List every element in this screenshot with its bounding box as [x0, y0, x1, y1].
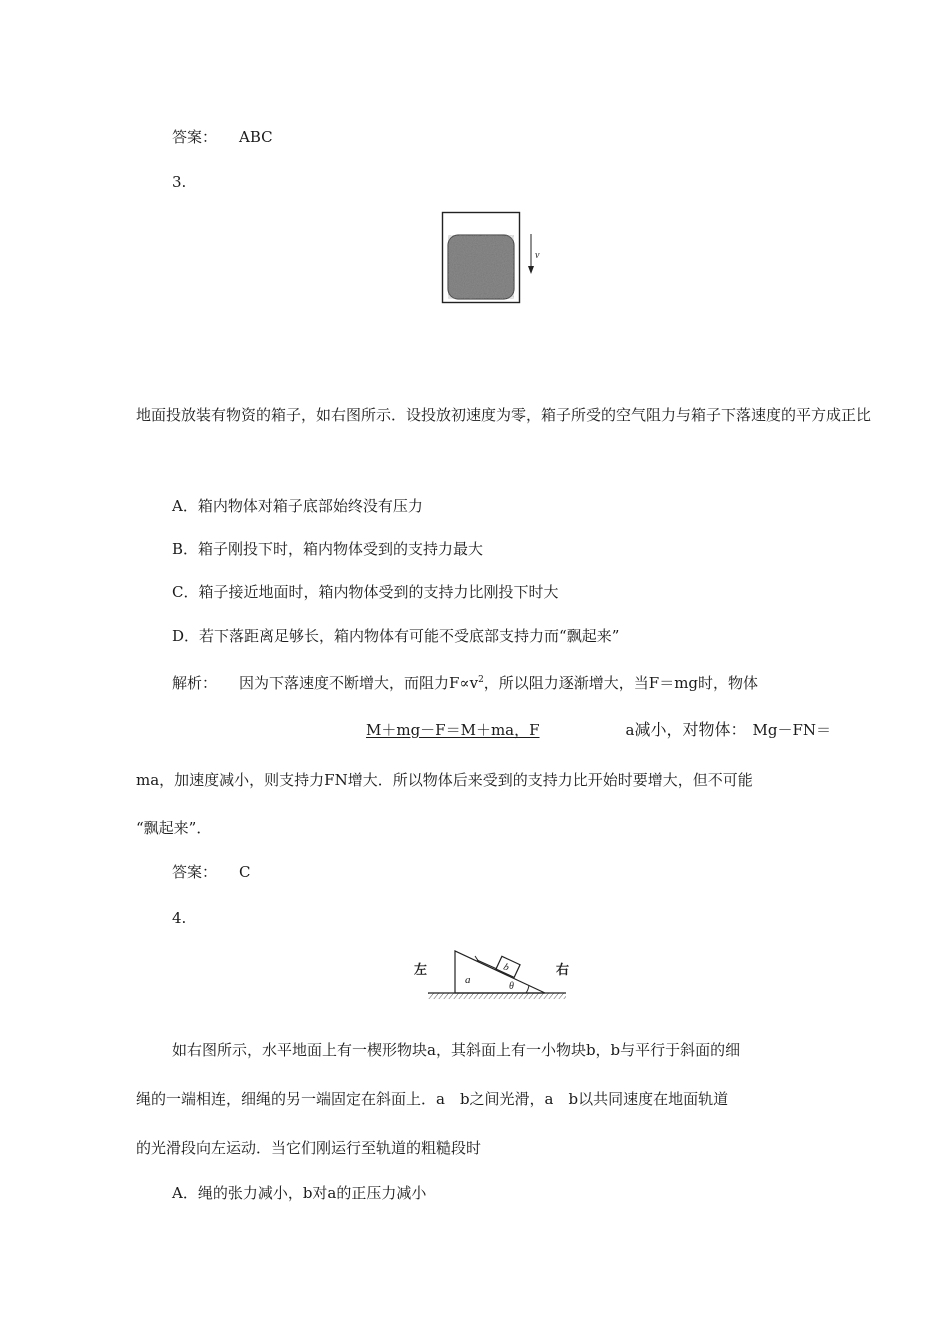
answer-line — [172, 862, 251, 882]
option-a: A．绳的张力减小，b对a的正压力减小 — [172, 1184, 427, 1202]
falling-box-figure — [440, 210, 550, 306]
wedge-a — [455, 951, 545, 993]
answer-label: 答案： — [172, 863, 218, 881]
answer-value: C — [239, 863, 251, 881]
angle-label: θ — [509, 981, 514, 992]
option-a: A．箱内物体对箱子底部始终没有压力 — [172, 497, 423, 515]
block-label: b — [501, 961, 511, 974]
ground-hatching — [428, 993, 566, 999]
analysis-line-2: M＋mg－F＝M＋ma，F a减小，对物体： Mg－FN＝ — [366, 720, 831, 739]
option-b: B．箱子刚投下时，箱内物体受到的支持力最大 — [172, 540, 484, 558]
wedge-label: a — [465, 974, 471, 986]
answer-label: 答案： — [172, 128, 218, 146]
wedge-figure — [408, 946, 572, 1002]
analysis-line-3: ma，加速度减小，则支持力FN增大．所以物体后来受到的支持力比开始时要增大，但不可能 — [136, 771, 753, 789]
question-stem-line-3: 的光滑段向左运动．当它们刚运行至轨道的粗糙段时 — [136, 1139, 482, 1157]
question-stem: 地面投放装有物资的箱子，如右图所示．设投放初速度为零，箱子所受的空气阻力与箱子下落速度的平方成正比 — [136, 406, 872, 424]
option-d: D．若下落距离足够长，箱内物体有可能不受底部支持力而“飘起来” — [172, 627, 620, 645]
question-number: 4. — [172, 909, 187, 927]
angle-arc — [526, 985, 529, 993]
question-stem-line-2: 绳的一端相连，细绳的另一端固定在斜面上．a b之间光滑，a b以共同速度在地面轨道 — [136, 1090, 729, 1108]
velocity-label: v — [535, 250, 540, 261]
analysis-line-1: 解析： 因为下落速度不断增大，而阻力$F\propto v^2$，所以阻力逐渐增大，当F＝mg时，物体 — [172, 674, 759, 692]
question-number: 3. — [172, 173, 187, 191]
superscript: 2 — [478, 675, 484, 685]
option-c: C．箱子接近地面时，箱内物体受到的支持力比刚投下时大 — [172, 583, 559, 601]
left-label: 左 — [414, 963, 428, 978]
answer-value: ABC — [239, 128, 273, 146]
analysis-label: 解析： — [172, 674, 218, 692]
analysis-line-4: “飘起来”． — [136, 819, 212, 837]
right-label: 右 — [556, 963, 570, 978]
question-stem-line-1: 如右图所示，水平地面上有一楔形物块a，其斜面上有一小物块b，b与平行于斜面的细 — [172, 1041, 741, 1059]
answer-line — [172, 127, 273, 147]
rope — [477, 960, 497, 969]
